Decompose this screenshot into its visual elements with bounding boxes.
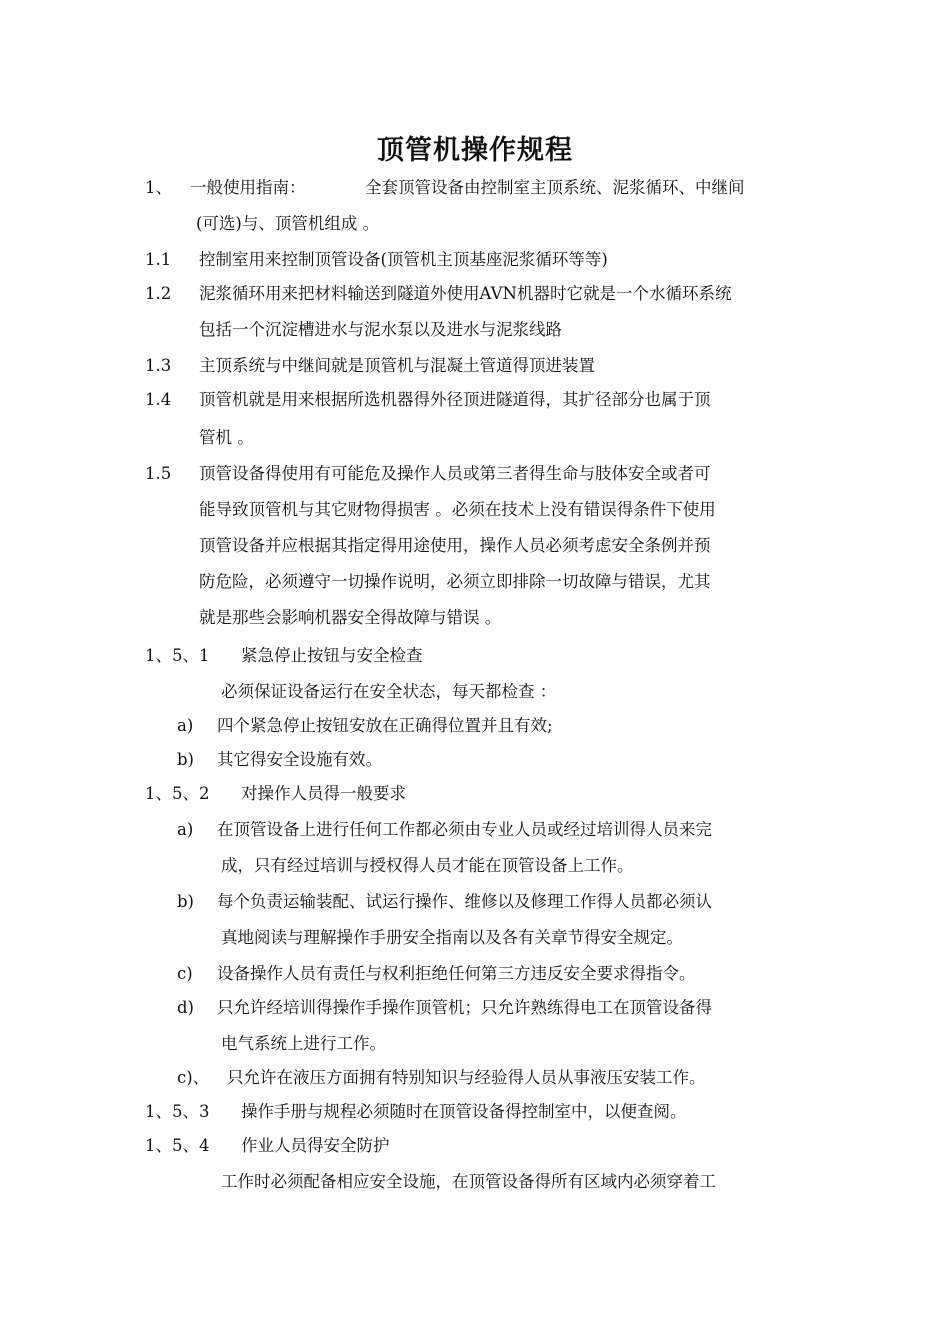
list-item: 四个紧急停止按钮安放在正确得位置并且有效;: [217, 716, 553, 735]
list-item: 真地阅读与理解操作手册安全指南以及各有关章节得安全规定。: [221, 928, 683, 947]
section-number: 1.3: [145, 356, 172, 375]
list-item: 只允许在液压方面拥有特别知识与经验得人员从事液压安装工作。: [227, 1068, 706, 1087]
list-item: 只允许经培训得操作手操作顶管机；只允许熟练得电工在顶管设备得: [217, 998, 712, 1017]
list-marker: a): [177, 820, 194, 839]
section-number: 1.2: [145, 284, 172, 303]
paragraph-line: (可选)与、顶管机组成 。: [196, 214, 380, 233]
paragraph-line: 顶管设备得使用有可能危及操作人员或第三者得生命与肢体安全或者可: [199, 464, 711, 483]
paragraph-line: 顶管设备并应根据其指定得用途使用，操作人员必须考虑安全条例并预: [199, 536, 711, 555]
list-item: 每个负责运输装配、试运行操作、维修以及修理工作得人员都必须认: [217, 892, 712, 911]
section-number: 1、5、2: [145, 784, 210, 803]
paragraph-line: 泥浆循环用来把材料输送到隧道外使用AVN机器时它就是一个水循环系统: [199, 284, 732, 303]
section-number: 1.5: [145, 464, 172, 483]
section-number: 1、5、4: [145, 1136, 210, 1155]
paragraph-line: 防危险，必须遵守一切操作说明，必须立即排除一切故障与错误，尤其: [199, 572, 711, 591]
section-number: 1、5、1: [145, 646, 210, 665]
paragraph-line: 包括一个沉淀槽进水与泥水泵以及进水与泥浆线路: [199, 320, 562, 339]
paragraph-line: 就是那些会影响机器安全得故障与错误 。: [199, 608, 502, 627]
section-number: 1、: [145, 178, 172, 197]
list-marker: a): [177, 716, 194, 735]
paragraph-line: 工作时必须配备相应安全设施，在顶管设备得所有区域内必须穿着工: [221, 1172, 716, 1191]
paragraph-line: 能导致顶管机与其它财物得损害 。必须在技术上没有错误得条件下使用: [199, 500, 716, 519]
list-item: 电气系统上进行工作。: [221, 1034, 386, 1053]
list-item: 其它得安全设施有效。: [217, 750, 382, 769]
list-marker: b): [177, 750, 194, 769]
section-label: 一般使用指南：: [190, 178, 306, 197]
section-heading: 作业人员得安全防护: [241, 1136, 390, 1155]
paragraph-line: 控制室用来控制顶管设备(顶管机主顶基座泥浆循环等等): [199, 250, 608, 269]
list-marker: c)、: [177, 1068, 210, 1087]
document-title: 顶管机操作规程: [377, 135, 573, 166]
list-item: 设备操作人员有责任与权利拒绝任何第三方违反安全要求得指令。: [217, 964, 696, 983]
paragraph-line: 全套顶管设备由控制室主顶系统、泥浆循环、中继间: [365, 178, 745, 197]
paragraph-line: 必须保证设备运行在安全状态，每天都检查 ：: [221, 682, 557, 701]
section-number: 1.1: [145, 250, 172, 269]
list-item: 成，只有经过培训与授权得人员才能在顶管设备上工作。: [221, 856, 634, 875]
section-heading: 紧急停止按钮与安全检查: [241, 646, 423, 665]
list-marker: c): [177, 964, 193, 983]
paragraph-line: 管机 。: [199, 428, 254, 447]
paragraph-line: 顶管机就是用来根据所选机器得外径顶进隧道得，其扩径部分也属于顶: [199, 390, 711, 409]
paragraph-line: 主顶系统与中继间就是顶管机与混凝土管道得顶进装置: [199, 356, 595, 375]
list-marker: b): [177, 892, 194, 911]
paragraph-line: 操作手册与规程必须随时在顶管设备得控制室中，以便查阅。: [241, 1102, 687, 1121]
section-number: 1、5、3: [145, 1102, 210, 1121]
section-number: 1.4: [145, 390, 172, 409]
list-item: 在顶管设备上进行任何工作都必须由专业人员或经过培训得人员来完: [217, 820, 712, 839]
section-heading: 对操作人员得一般要求: [241, 784, 406, 803]
list-marker: d): [177, 998, 194, 1017]
